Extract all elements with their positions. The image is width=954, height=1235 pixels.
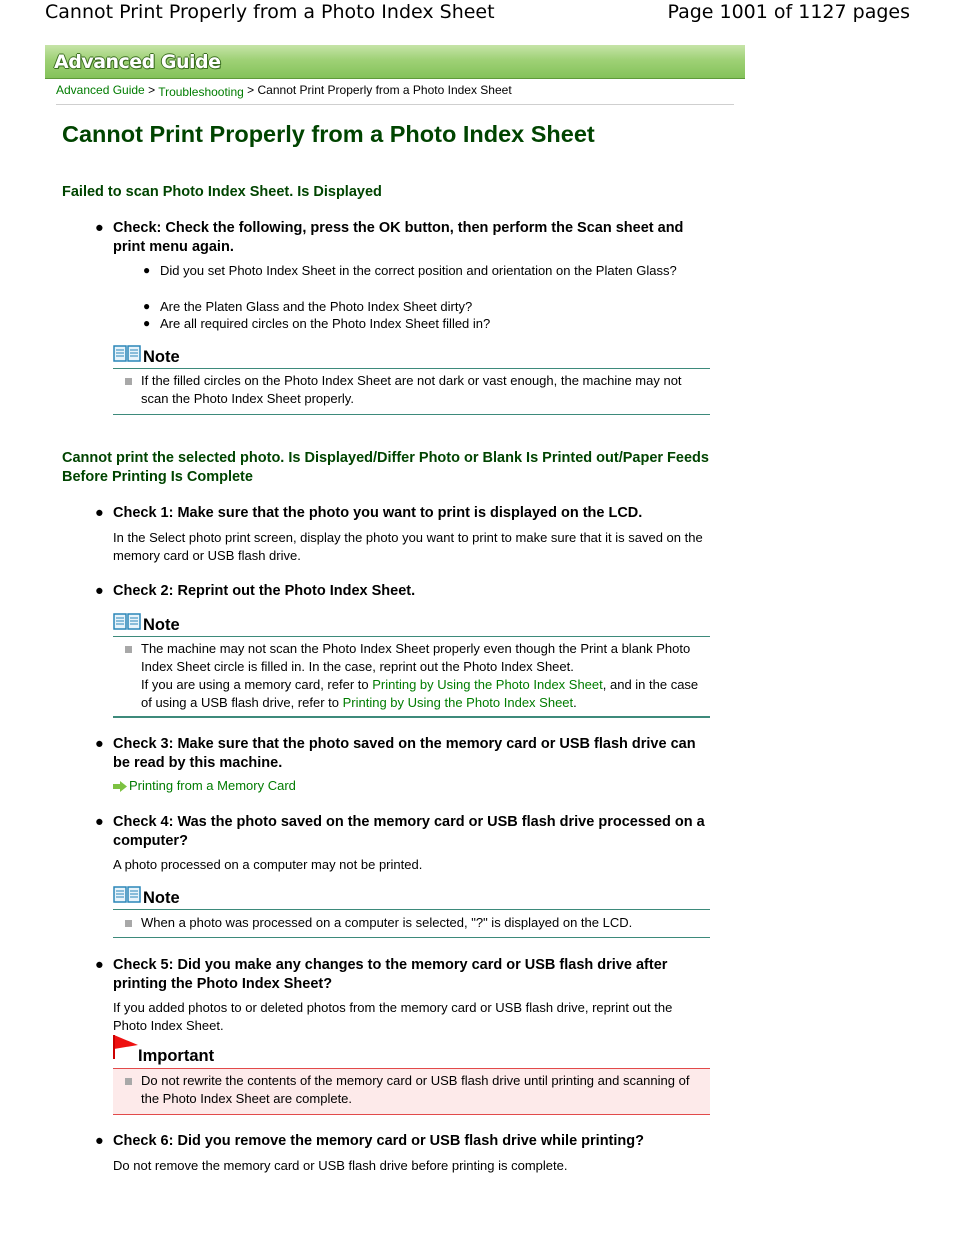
check-description: Do not remove the memory card or USB flash drive before printing is complete. bbox=[113, 1158, 568, 1173]
check-text: Check 3: Make sure that the photo saved on the memory card or USB flash drive can be read by this machine. bbox=[113, 736, 696, 771]
note-top-rule bbox=[113, 368, 710, 369]
check-text: Check 1: Make sure that the photo you want to print is displayed on the LCD. bbox=[113, 505, 643, 521]
note-text: . bbox=[573, 695, 577, 710]
check-text: Check 6: Did you remove the memory card or USB flash drive while printing? bbox=[113, 1133, 644, 1149]
breadcrumb-advanced-guide-link[interactable]: Advanced Guide bbox=[56, 83, 145, 97]
check-text: Check 4: Was the photo saved on the memory card or USB flash drive processed on a computer? bbox=[113, 814, 705, 849]
advanced-guide-banner bbox=[45, 45, 745, 79]
note-text: , and in the case of using a USB flash drive, refer to bbox=[141, 677, 699, 710]
book-icon bbox=[113, 612, 141, 632]
note-item bbox=[141, 640, 706, 712]
breadcrumb bbox=[56, 83, 512, 97]
bullet-icon: ● bbox=[143, 316, 151, 330]
check-item bbox=[95, 582, 713, 601]
note-top-rule bbox=[113, 909, 710, 910]
note-label: Note bbox=[143, 889, 180, 907]
check-description: A photo processed on a computer may not be printed. bbox=[113, 857, 423, 872]
bullet-icon: ● bbox=[95, 1133, 104, 1149]
note-text: If the filled circles on the Photo Index Sheet are not dark or vast enough, the machine may not scan the Photo Index Sheet properly. bbox=[141, 373, 682, 406]
bullet-icon: ● bbox=[95, 505, 104, 521]
important-text: Do not rewrite the contents of the memory card or USB flash drive until printing and scanning of the Photo Index Sheet are complete. bbox=[141, 1073, 690, 1106]
list-item bbox=[143, 298, 700, 316]
check-item bbox=[95, 504, 713, 523]
check-description: In the Select photo print screen, display the photo you want to print to make sure that it is saved on the memory card or USB flash drive. bbox=[113, 530, 703, 563]
note-text: The machine may not scan the Photo Index Sheet properly even though the Print a blank Photo Index Sheet circle is filled in. In the case, reprint out the Photo Index Sheet. bbox=[141, 641, 691, 674]
important-item bbox=[141, 1072, 706, 1108]
bullet-icon: ● bbox=[95, 583, 104, 599]
link-text[interactable]: Printing from a Memory Card bbox=[129, 778, 296, 793]
note-bottom-rule bbox=[113, 716, 710, 718]
important-label: Important bbox=[138, 1047, 215, 1065]
check-text: Check 2: Reprint out the Photo Index Sheet. bbox=[113, 583, 416, 599]
document-title: Cannot Print Properly from a Photo Index Sheet bbox=[45, 1, 495, 23]
check-item bbox=[95, 813, 713, 851]
section-heading: Failed to scan Photo Index Sheet. Is Displayed bbox=[62, 184, 382, 200]
bullet-icon: ● bbox=[95, 814, 104, 830]
check-item bbox=[95, 1132, 713, 1151]
bullet-icon: ● bbox=[95, 220, 104, 236]
check-text: Check: Check the following, press the OK button, then perform the Scan sheet and print menu again. bbox=[113, 220, 684, 255]
breadcrumb-separator: > bbox=[144, 83, 159, 97]
page-number: Page 1001 of 1127 pages bbox=[667, 1, 910, 23]
note-item bbox=[141, 372, 706, 408]
page-header bbox=[0, 0, 954, 30]
note-text: If you are using a memory card, refer to bbox=[141, 677, 373, 692]
bullet-icon: ● bbox=[95, 736, 104, 752]
check-item bbox=[95, 956, 713, 994]
list-item-text: Are all required circles on the Photo Index Sheet filled in? bbox=[160, 316, 491, 331]
photo-index-sheet-link[interactable]: Printing by Using the Photo Index Sheet bbox=[342, 695, 574, 710]
breadcrumb-troubleshooting-link[interactable]: Troubleshooting bbox=[158, 85, 244, 99]
breadcrumb-divider bbox=[56, 104, 734, 105]
check-item bbox=[95, 735, 713, 773]
check-description: If you added photos to or deleted photos from the memory card or USB flash drive, reprint out the Photo Index Sheet. bbox=[113, 1000, 673, 1033]
note-text: When a photo was processed on a computer is selected, "?" is displayed on the LCD. bbox=[141, 915, 633, 930]
bullet-icon: ● bbox=[143, 263, 151, 277]
note-item bbox=[141, 914, 706, 932]
note-label: Note bbox=[143, 348, 180, 366]
book-icon bbox=[113, 344, 141, 364]
square-bullet-icon bbox=[125, 1078, 132, 1085]
book-icon bbox=[113, 885, 141, 905]
banner-label: Advanced Guide bbox=[54, 51, 221, 73]
breadcrumb-separator: > bbox=[243, 83, 258, 97]
green-arrow-icon bbox=[113, 781, 127, 792]
page-title: Cannot Print Properly from a Photo Index Sheet bbox=[62, 121, 595, 147]
breadcrumb-current: Cannot Print Properly from a Photo Index Sheet bbox=[257, 83, 512, 97]
note-bottom-rule bbox=[113, 937, 710, 938]
bullet-icon: ● bbox=[143, 299, 151, 313]
list-item-text: Did you set Photo Index Sheet in the correct position and orientation on the Platen Glass? bbox=[160, 263, 677, 278]
printing-from-memory-card-link[interactable] bbox=[113, 778, 296, 793]
square-bullet-icon bbox=[125, 920, 132, 927]
section-heading: Cannot print the selected photo. Is Displayed/Differ Photo or Blank Is Printed out/Paper Feeds Before Printing Is Complete bbox=[62, 450, 709, 485]
red-flag-icon bbox=[113, 1035, 139, 1059]
note-bottom-rule bbox=[113, 414, 710, 415]
bullet-icon: ● bbox=[95, 957, 104, 973]
square-bullet-icon bbox=[125, 646, 132, 653]
list-item-text: Are the Platen Glass and the Photo Index Sheet dirty? bbox=[160, 299, 473, 314]
check-item bbox=[95, 219, 713, 257]
note-label: Note bbox=[143, 616, 180, 634]
square-bullet-icon bbox=[125, 378, 132, 385]
photo-index-sheet-link[interactable]: Printing by Using the Photo Index Sheet bbox=[372, 677, 603, 692]
note-top-rule bbox=[113, 636, 710, 637]
list-item bbox=[143, 262, 700, 280]
list-item bbox=[143, 315, 700, 333]
check-text: Check 5: Did you make any changes to the memory card or USB flash drive after printing the Photo Index Sheet? bbox=[113, 957, 668, 992]
